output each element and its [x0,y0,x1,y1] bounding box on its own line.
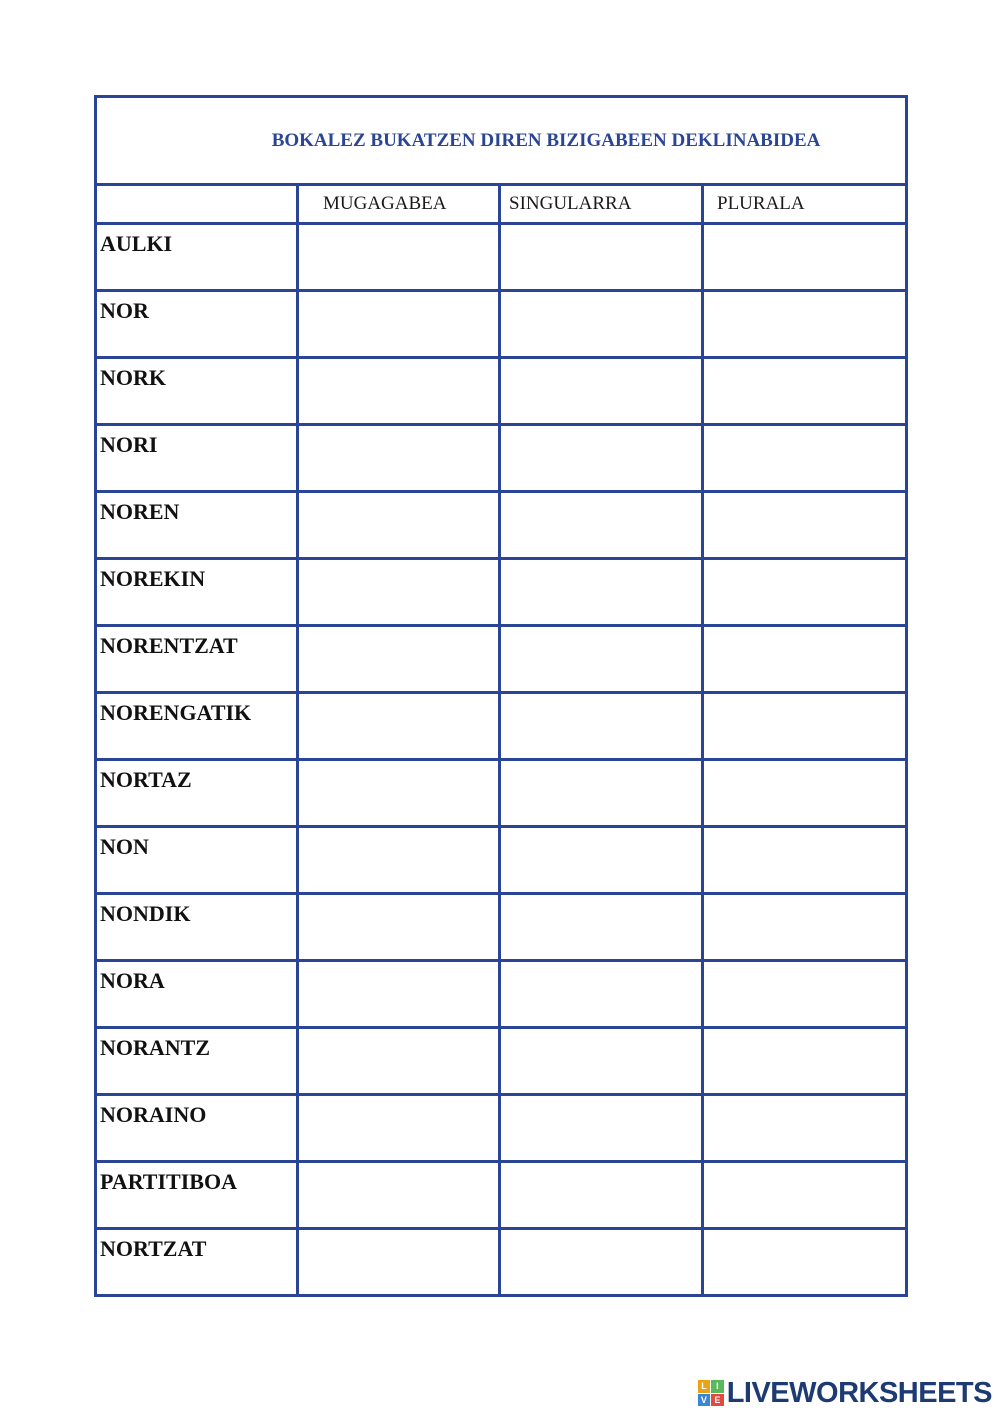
answer-cell-mugagabea[interactable] [298,827,500,894]
answer-cell-mugagabea[interactable] [298,894,500,961]
answer-cell-singularra[interactable] [500,559,703,626]
answer-cell-plurala[interactable] [703,693,907,760]
answer-cell-plurala[interactable] [703,1229,907,1296]
answer-cell-mugagabea[interactable] [298,492,500,559]
answer-cell-singularra[interactable] [500,1162,703,1229]
answer-cell-plurala[interactable] [703,827,907,894]
row-label-cell [96,425,298,492]
header-singularra: SINGULARRA [500,185,703,224]
table-row [96,827,907,894]
table-row [96,1028,907,1095]
answer-cell-mugagabea[interactable] [298,425,500,492]
row-label-cell [96,894,298,961]
answer-cell-plurala[interactable] [703,358,907,425]
row-label: NORI [100,432,158,457]
table-row [96,358,907,425]
logo-letter-v: V [698,1394,711,1407]
answer-cell-singularra[interactable] [500,492,703,559]
answer-cell-singularra[interactable] [500,358,703,425]
answer-cell-plurala[interactable] [703,425,907,492]
row-label: NORTZAT [100,1236,207,1261]
answer-cell-plurala[interactable] [703,626,907,693]
row-label-cell [96,827,298,894]
answer-cell-singularra[interactable] [500,291,703,358]
row-label: NORAINO [100,1102,207,1127]
answer-cell-mugagabea[interactable] [298,760,500,827]
title-cell [96,97,907,185]
logo-letter-e: E [711,1394,724,1407]
row-label-cell [96,1095,298,1162]
logo-letter-i: I [711,1380,724,1393]
table-row [96,894,907,961]
row-label-cell [96,1162,298,1229]
header-plurala: PLURALA [703,185,907,224]
row-label-cell [96,760,298,827]
header-cell-empty [96,185,298,224]
header-mugagabea: MUGAGABEA [298,185,500,224]
table-row [96,1095,907,1162]
row-label-cell [96,224,298,291]
row-label: NORTAZ [100,767,192,792]
row-label-cell [96,1028,298,1095]
answer-cell-mugagabea[interactable] [298,693,500,760]
row-label-cell [96,559,298,626]
table-row [96,224,907,291]
declension-table [94,95,908,1297]
answer-cell-plurala[interactable] [703,559,907,626]
answer-cell-plurala[interactable] [703,492,907,559]
row-label: NOREKIN [100,566,206,591]
row-label: NON [100,834,149,859]
answer-cell-mugagabea[interactable] [298,1028,500,1095]
row-label: NORANTZ [100,1035,211,1060]
answer-cell-plurala[interactable] [703,1028,907,1095]
row-label-cell [96,1229,298,1296]
row-label-cell [96,358,298,425]
table-row [96,291,907,358]
row-label: NORENTZAT [100,633,238,658]
header-row [96,185,907,224]
answer-cell-mugagabea[interactable] [298,291,500,358]
answer-cell-singularra[interactable] [500,961,703,1028]
row-label: NONDIK [100,901,191,926]
row-label: PARTITIBOA [100,1169,237,1194]
page-title: BOKALEZ BUKATZEN DIREN BIZIGABEEN DEKLINABIDEA [271,129,821,151]
row-label-cell [96,961,298,1028]
answer-cell-plurala[interactable] [703,961,907,1028]
answer-cell-singularra[interactable] [500,626,703,693]
row-label-cell [96,626,298,693]
answer-cell-singularra[interactable] [500,693,703,760]
row-label: NOREN [100,499,180,524]
answer-cell-mugagabea[interactable] [298,961,500,1028]
row-label: NORENGATIK [100,700,252,725]
answer-cell-singularra[interactable] [500,1095,703,1162]
table-row [96,425,907,492]
title-row [96,97,907,185]
answer-cell-plurala[interactable] [703,291,907,358]
table-row [96,492,907,559]
answer-cell-mugagabea[interactable] [298,559,500,626]
answer-cell-singularra[interactable] [500,1229,703,1296]
answer-cell-mugagabea[interactable] [298,1162,500,1229]
row-label-cell [96,693,298,760]
table-row [96,693,907,760]
answer-cell-mugagabea[interactable] [298,224,500,291]
answer-cell-singularra[interactable] [500,760,703,827]
answer-cell-singularra[interactable] [500,1028,703,1095]
answer-cell-plurala[interactable] [703,1162,907,1229]
answer-cell-plurala[interactable] [703,224,907,291]
answer-cell-singularra[interactable] [500,224,703,291]
logo-letter-l: L [698,1380,711,1393]
answer-cell-plurala[interactable] [703,760,907,827]
table-row [96,1229,907,1296]
answer-cell-mugagabea[interactable] [298,626,500,693]
table-row [96,961,907,1028]
table-row [96,760,907,827]
brand-name: LIVEWORKSHEETS [726,1376,992,1409]
answer-cell-mugagabea[interactable] [298,358,500,425]
answer-cell-plurala[interactable] [703,1095,907,1162]
answer-cell-singularra[interactable] [500,894,703,961]
liveworksheets-logo-icon [698,1380,724,1406]
row-label: NORK [100,365,166,390]
answer-cell-singularra[interactable] [500,425,703,492]
row-label-cell [96,492,298,559]
row-label-cell [96,291,298,358]
liveworksheets-brand [698,1376,992,1410]
table-row [96,559,907,626]
table-row [96,1162,907,1229]
answer-cell-mugagabea[interactable] [298,1095,500,1162]
answer-cell-plurala[interactable] [703,894,907,961]
table-row [96,626,907,693]
answer-cell-singularra[interactable] [500,827,703,894]
row-label: NORA [100,968,165,993]
row-label: NOR [100,298,149,323]
row-label: AULKI [100,231,173,256]
answer-cell-mugagabea[interactable] [298,1229,500,1296]
